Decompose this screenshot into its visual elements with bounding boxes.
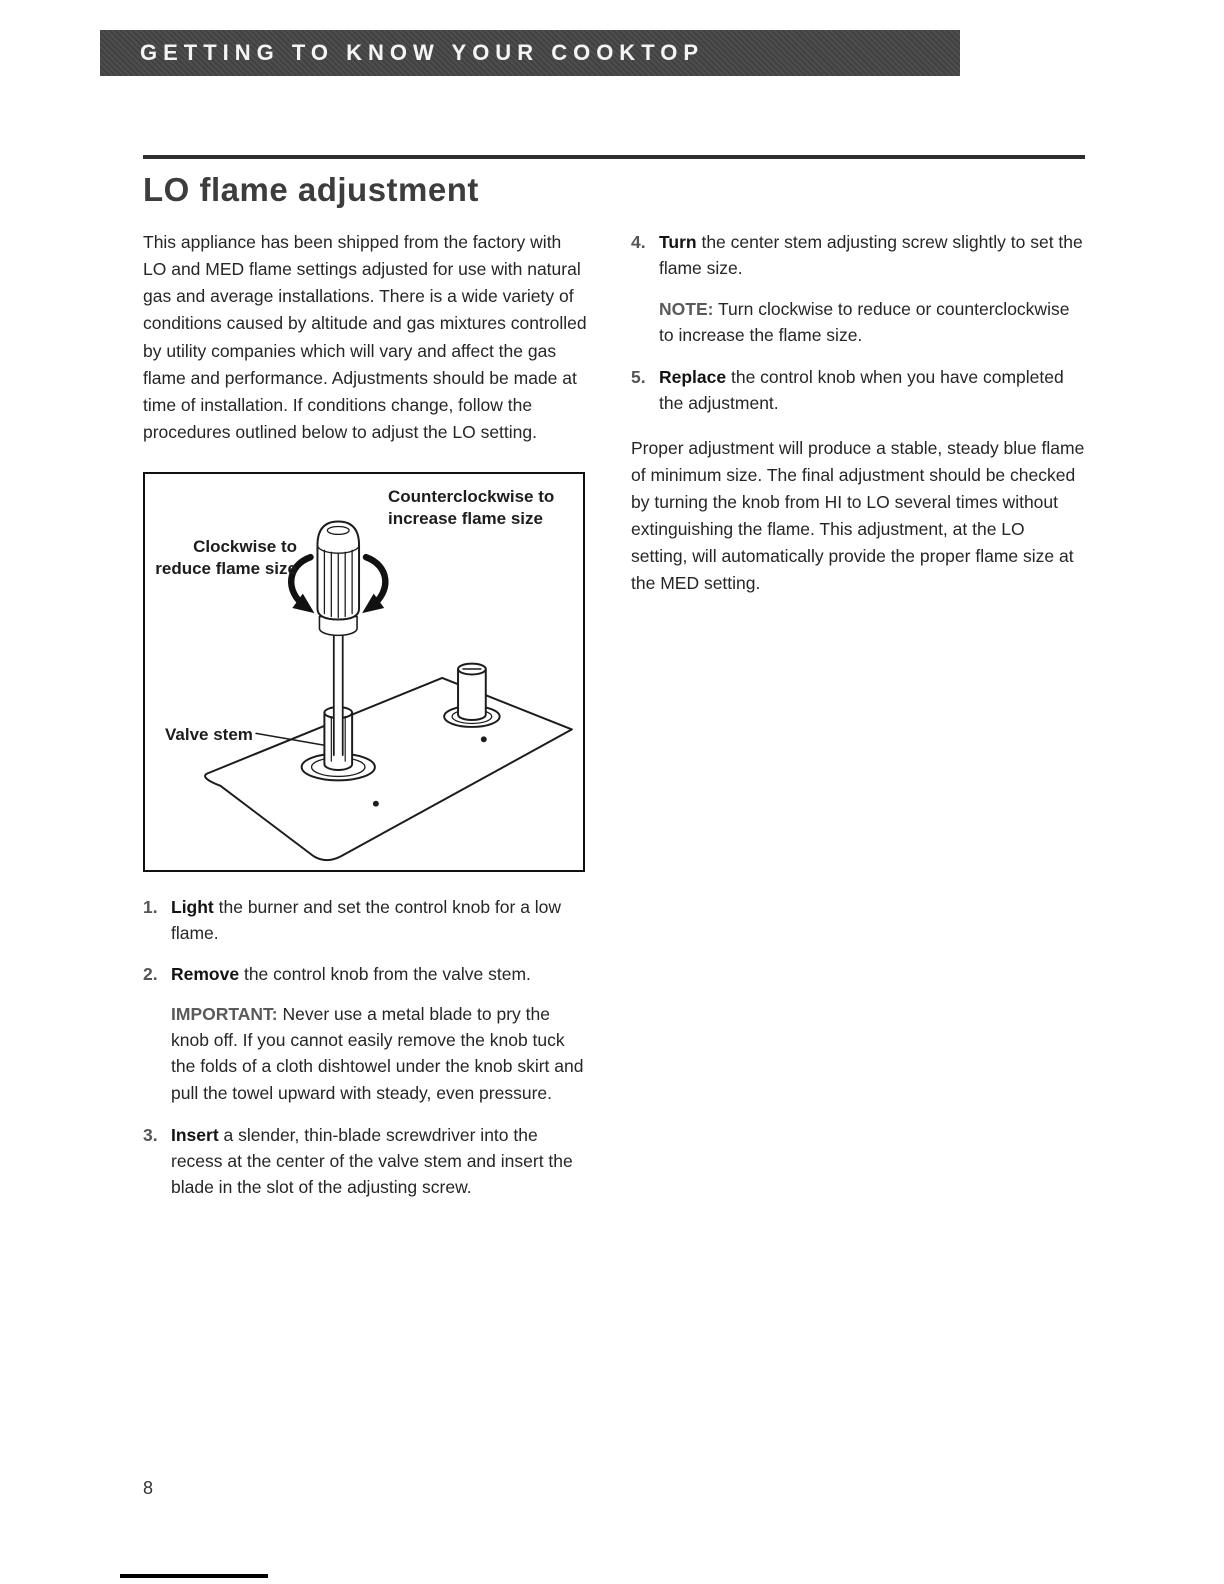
step-number: 5.: [631, 367, 646, 387]
step-5: [631, 364, 1085, 417]
step-number: 1.: [143, 897, 158, 917]
counterclockwise-label: Counterclockwise to increase flame size: [388, 487, 555, 529]
steps-right: [631, 229, 1085, 417]
step-text: Turn the center stem adjusting screw slightly to set the flame size.: [659, 232, 1083, 279]
page-title: LO flame adjustment: [143, 171, 479, 208]
panel-dot: [373, 801, 379, 807]
left-column: [143, 229, 589, 1215]
step-1: [143, 894, 589, 947]
important-note: IMPORTANT: Never use a metal blade to pry the knob off. If you cannot easily remove the knob tuck the folds of a cloth dishtowel under the knob skirt and pull the towel upward with steady, even pressure.: [171, 1003, 584, 1103]
rotate-arrow-right: [366, 557, 385, 607]
two-column-layout: [143, 229, 1085, 1215]
bottom-mark: [120, 1574, 268, 1578]
step-number: 4.: [631, 232, 646, 252]
valve-stem-figure: [143, 472, 585, 872]
closing-paragraph: Proper adjustment will produce a stable, steady blue flame of minimum size. The final adjustment should be checked by turning the knob from HI to LO several times without extinguishing the flame. This adjustment, at the LO setting, will automatically provide the proper flame size at the MED setting.: [631, 437, 1085, 594]
note-label: NOTE:: [659, 298, 714, 319]
page-number: 8: [143, 1478, 154, 1498]
right-column: [631, 229, 1085, 1215]
screwdriver-handle: [317, 522, 359, 620]
step-2: [143, 961, 589, 987]
step-3: [143, 1122, 589, 1201]
step-text: Replace the control knob when you have completed the adjustment.: [659, 367, 1064, 414]
step-text: Insert a slender, thin-blade screwdriver into the recess at the center of the valve stem and insert the blade in the slot of the adjusting screw.: [171, 1124, 573, 1198]
step-text: Remove the control knob from the valve stem.: [171, 963, 531, 984]
page-content: [143, 155, 1085, 1215]
panel-dot: [481, 736, 487, 742]
step-number: 2.: [143, 963, 158, 984]
section-banner: [100, 30, 960, 76]
intro-paragraph: This appliance has been shipped from the factory with LO and MED flame settings adjusted for use with natural gas and average installations. There is a wide variety of conditions caused by altitude and gas mixtures controlled by utility companies which will vary and affect the gas flame and performance. Adjustments should be made at time of installation. If conditions change, follow the procedures outlined below to adjust the LO setting.: [143, 232, 587, 442]
steps-left: [143, 894, 589, 1201]
important-label: IMPORTANT:: [171, 1003, 278, 1024]
step-text: Light the burner and set the control knob for a low flame.: [171, 897, 562, 944]
cooktop-diagram: [145, 474, 583, 870]
valve-stem-label: Valve stem: [165, 725, 253, 744]
note-paragraph: NOTE: Turn clockwise to reduce or counterclockwise to increase the flame size.: [659, 298, 1070, 345]
step-4: [631, 229, 1085, 282]
cooktop-panel-shape: [205, 678, 572, 860]
section-divider: [143, 155, 1085, 159]
clockwise-label: Clockwise to reduce flame size: [155, 537, 297, 579]
screwdriver-shaft: [334, 630, 343, 755]
section-banner-title: GETTING TO KNOW YOUR COOKTOP: [140, 40, 705, 65]
step-number: 3.: [143, 1124, 158, 1145]
